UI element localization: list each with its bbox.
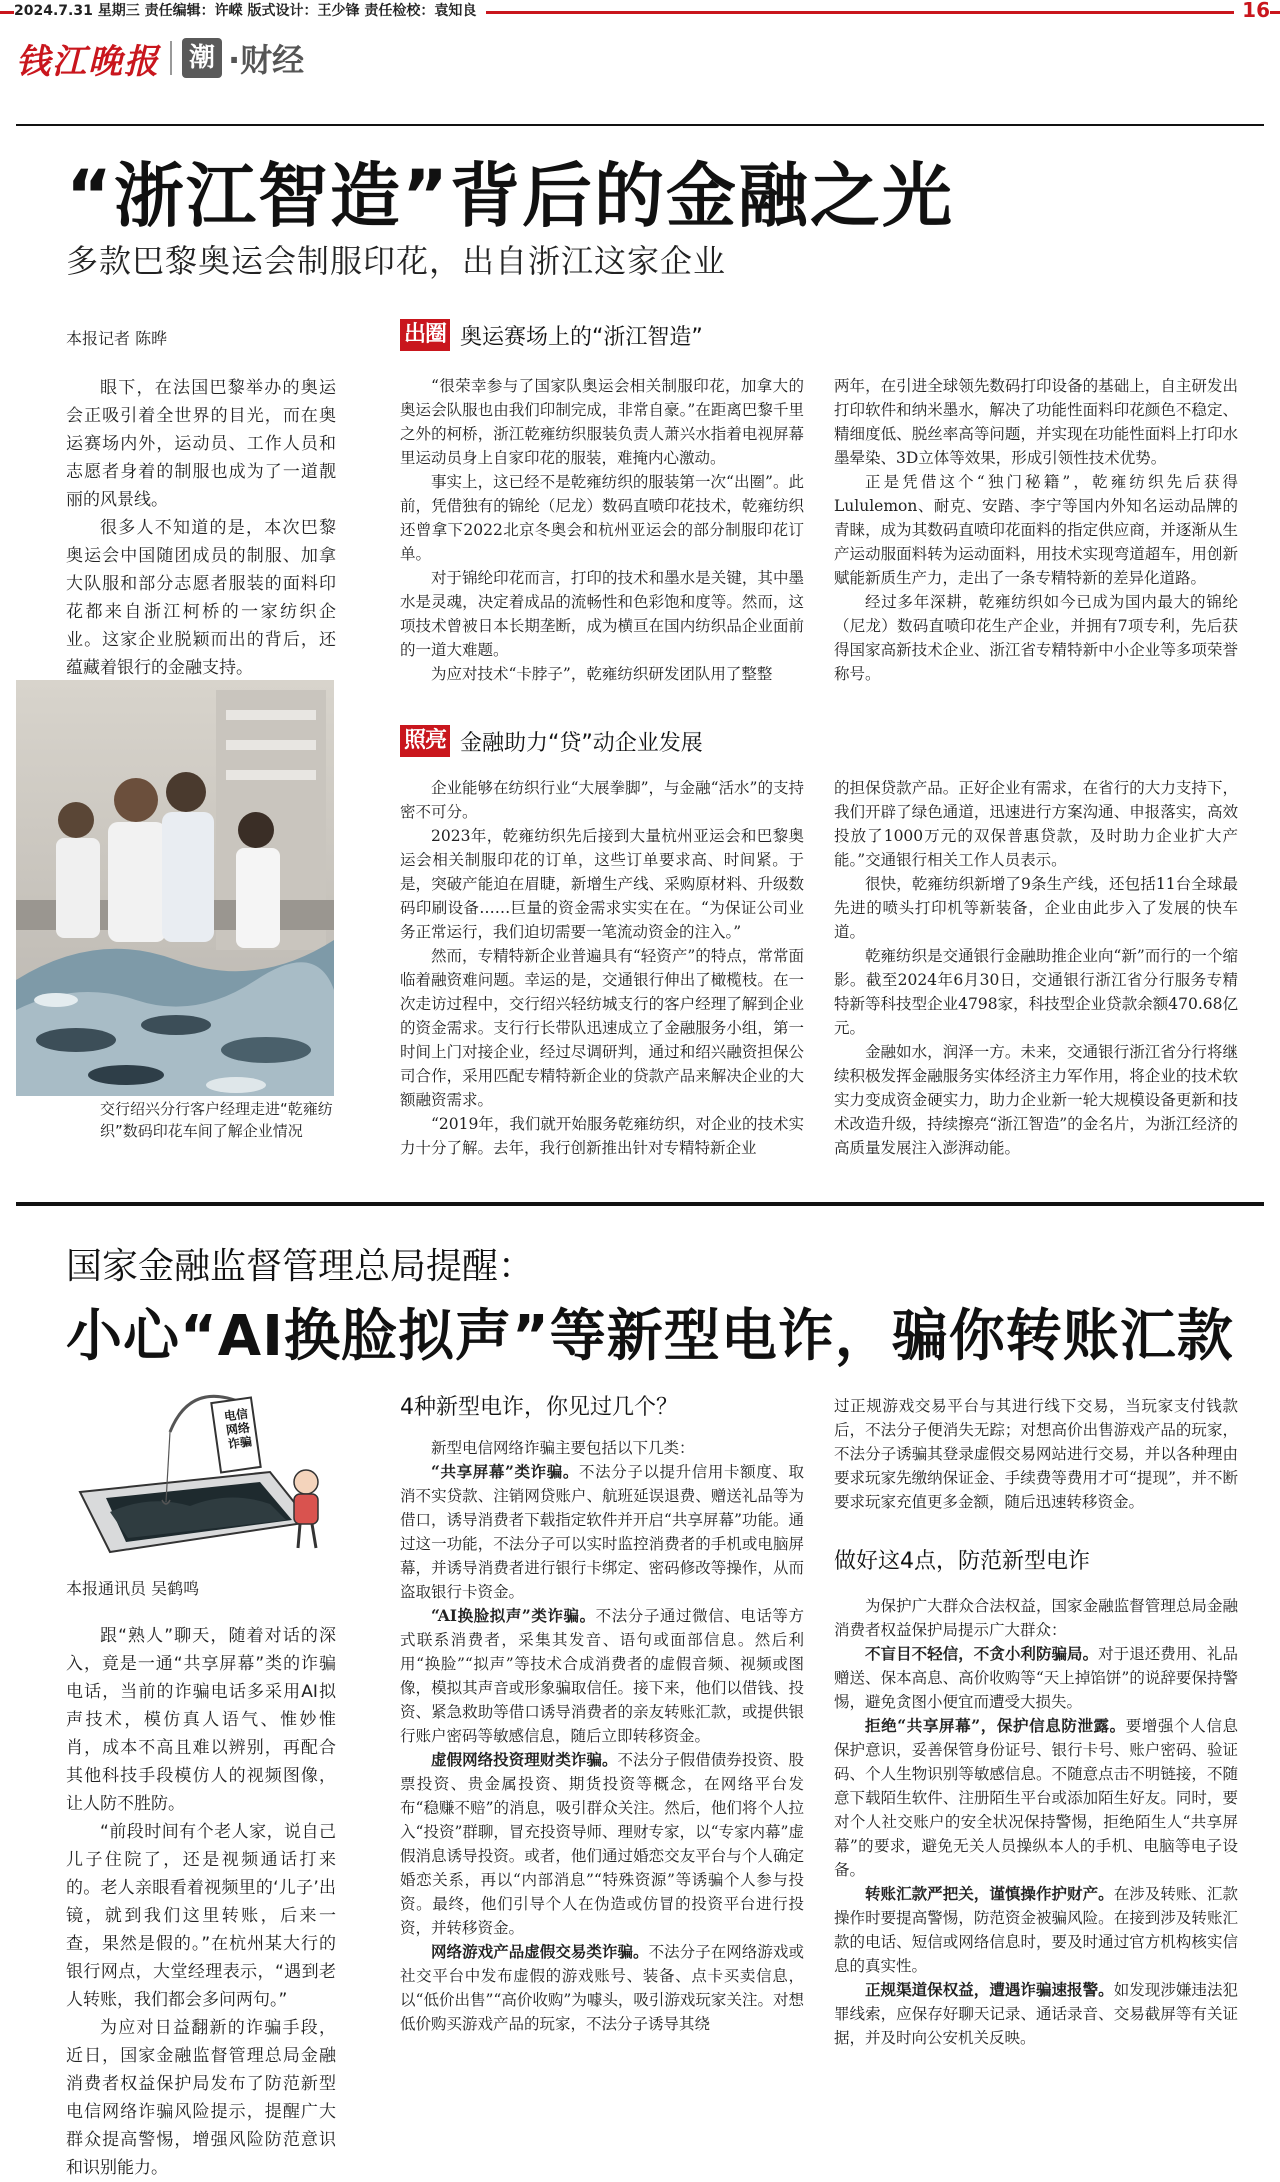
section-title: 金融助力“贷”动企业发展 bbox=[460, 730, 703, 756]
article1-section2-col-b bbox=[834, 776, 1238, 1160]
body-paragraph: 金融如水，润泽一方。未来，交通银行浙江省分行将继续积极发挥金融服务实体经济主力军作用，将企业的技术软实力变成资金硬实力，助力企业新一轮大规模设备更新和技术改造升级，持续擦亮“浙江智造”的金名片，为浙江经济的高质量发展注入澎湃动能。 bbox=[834, 1043, 1238, 1157]
body-paragraph: 正是凭借这个“独门秘籍”，乾雍纺织先后获得Lululemon、耐克、安踏、李宁等国内外知名运动品牌的青睐，成为其数码直喷印花面料的指定供应商，并逐渐从生产运动服面料转为运动面料，用技术实现弯道超车，用创新赋能新质生产力，走出了一条专精特新的差异化道路。 bbox=[834, 473, 1238, 587]
section-tag: 照亮 bbox=[400, 725, 450, 757]
paragraph-lead-bold: 正规渠道保权益，遭遇诈骗速报警。 bbox=[865, 1980, 1114, 1999]
article2-section2-title: 做好这4点，防范新型电诈 bbox=[834, 1549, 1090, 1574]
top-bar bbox=[0, 0, 1280, 24]
body-paragraph: “2019年，我们就开始服务乾雍纺织，对企业的技术实力十分了解。去年，我行创新推出针对专精特新企业 bbox=[400, 1115, 804, 1157]
page-number: 16 bbox=[1234, 0, 1270, 22]
phone-fishing-cartoon bbox=[70, 1382, 340, 1562]
body-paragraph: 的担保贷款产品。正好企业有需求，在省行的大力支持下，我们开辟了绿色通道，迅速进行方案沟通、申报落实，高效投放了1000万元的双保普惠贷款，及时助力企业扩大产能。”交通银行相关工作人员表示。 bbox=[834, 779, 1238, 869]
paragraph-text: 新型电信网络诈骗主要包括以下几类： bbox=[431, 1439, 695, 1457]
photo-caption: 交行绍兴分行客户经理走进“乾雍纺织”数码印花车间了解企业情况 bbox=[100, 1100, 333, 1140]
body-paragraph bbox=[400, 1460, 804, 1604]
section-tag: 出圈 bbox=[400, 319, 450, 351]
paragraph-text: 如发现涉嫌违法犯罪线索，应保存好聊天记录、通话录音、交易截屏等有关证据，并及时向公安机关反映。 bbox=[834, 1981, 1238, 2047]
body-paragraph: 2023年，乾雍纺织先后接到大量杭州亚运会和巴黎奥运会相关制服印花的订单，这些订单要求高、时间紧。于是，突破产能迫在眉睫，新增生产线、采购原材料、升级数码印刷设备……巨量的资金需求实实在在。“为保证公司业务正常运行，我们迫切需要一笔流动资金的注入。” bbox=[400, 827, 804, 941]
article1-byline: 本报记者 陈晔 bbox=[66, 329, 168, 348]
article1-section1-col-a bbox=[400, 374, 804, 686]
body-paragraph: “很荣幸参与了国家队奥运会相关制服印花，加拿大的奥运会队服也由我们印制完成，非常自豪。”在距离巴黎千里之外的柯桥，浙江乾雍纺织服装负责人萧兴水指着电视屏幕里运动员身上自家印花的服装，难掩内心激动。 bbox=[400, 377, 804, 467]
lead-paragraph: 眼下，在法国巴黎举办的奥运会正吸引着全世界的目光，而在奥运赛场内外，运动员、工作人员和志愿者身着的制服也成为了一道靓丽的风景线。 bbox=[66, 378, 336, 510]
brand-logo: 潮 bbox=[182, 38, 222, 78]
top-divider bbox=[16, 124, 1264, 126]
factory-photo-illustration bbox=[16, 680, 334, 1096]
paragraph-lead-bold: 不盲目不轻信，不贪小利防骗局。 bbox=[865, 1644, 1099, 1663]
paragraph-text: 为保护广大群众合法权益，国家金融监督管理总局金融消费者权益保护局提示广大群众： bbox=[834, 1597, 1238, 1639]
body-paragraph: 两年，在引进全球领先数码打印设备的基础上，自主研发出打印软件和纳米墨水，解决了功能性面料印花颜色不稳定、精细度低、脱丝率高等问题，并实现在功能性面料上打印水墨晕染、3D立体等效果，形成引领性技术优势。 bbox=[834, 377, 1238, 467]
lead-paragraph: 很多人不知道的是，本次巴黎奥运会中国随团成员的制服、加拿大队服和部分志愿者服装的面料印花都来自浙江柯桥的一家纺织企业。这家企业脱颖而出的背后，还蕴藏着银行的金融支持。 bbox=[66, 518, 336, 678]
masthead bbox=[16, 36, 304, 80]
body-paragraph bbox=[400, 1748, 804, 1940]
body-paragraph bbox=[400, 1940, 804, 2036]
body-paragraph bbox=[400, 1436, 804, 1460]
article2-headline: 小心“AI换脸拟声”等新型电诈，骗你转账汇款 bbox=[66, 1304, 1234, 1369]
body-paragraph: 过正规游戏交易平台与其进行线下交易，当玩家支付钱款后，不法分子便消失无踪；对想高价出售游戏产品的玩家，不法分子诱骗其登录虚假交易网站进行交易，并以各种理由要求玩家先缴纳保证金、手续费等费用才可“提现”，并不断要求玩家充值更多金额，随后迅速转移资金。 bbox=[834, 1397, 1238, 1511]
fraud-cartoon bbox=[70, 1382, 340, 1562]
paragraph-text: 在涉及转账、汇款操作时要提高警惕，防范资金被骗风险。在接到涉及转账汇款的电话、短信或网络信息时，要及时通过官方机构核实信息的真实性。 bbox=[834, 1885, 1238, 1975]
body-paragraph bbox=[834, 1882, 1238, 1978]
article1-section1-col-b bbox=[834, 374, 1238, 686]
article2-section1-title: 4种新型电诈，你见过几个？ bbox=[400, 1395, 678, 1420]
body-paragraph: 企业能够在纺织行业“大展拳脚”，与金融“活水”的支持密不可分。 bbox=[400, 779, 804, 821]
body-paragraph bbox=[834, 1642, 1238, 1714]
body-paragraph: 很快，乾雍纺织新增了9条生产线，还包括11台全球最先进的喷头打印机等新装备，企业由此步入了发展的快车道。 bbox=[834, 875, 1238, 941]
body-paragraph bbox=[834, 1978, 1238, 2050]
article2-byline: 本报通讯员 吴鹤鸣 bbox=[66, 1579, 200, 1598]
body-paragraph bbox=[834, 1714, 1238, 1882]
body-paragraph: 乾雍纺织是交通银行金融助推企业向“新”而行的一个缩影。截至2024年6月30日，交通银行浙江省分行服务专精特新等科技型企业4798家，科技型企业贷款余额470.68亿元。 bbox=[834, 947, 1238, 1037]
article1-lead bbox=[66, 374, 336, 682]
cartoon-sign-label: 电信网络诈骗 bbox=[223, 1406, 253, 1452]
masthead-divider bbox=[170, 41, 172, 75]
paragraph-lead-bold: “AI换脸拟声”类诈骗。 bbox=[431, 1606, 596, 1625]
article2-lead bbox=[66, 1622, 336, 2182]
article2-col-b bbox=[834, 1594, 1238, 2050]
section-title: 奥运赛场上的“浙江智造” bbox=[460, 324, 703, 350]
lead-paragraph: 跟“熟人”聊天，随着对话的深入，竟是一通“共享屏幕”类的诈骗电话，当前的诈骗电话多采用AI拟声技术，模仿真人语气、惟妙惟肖，成本不高且难以辨别，再配合其他科技手段模仿人的视频图像，让人防不胜防。 bbox=[66, 1626, 336, 1814]
body-paragraph: 为应对技术“卡脖子”，乾雍纺织研发团队用了整整 bbox=[431, 665, 773, 683]
paper-logo: 钱江晚报 bbox=[16, 41, 160, 82]
paragraph-lead-bold: 虚假网络投资理财类诈骗。 bbox=[431, 1750, 618, 1769]
section-name: ·财经 bbox=[228, 41, 305, 79]
paragraph-text: 不法分子在网络游戏或社交平台中发布虚假的游戏账号、装备、点卡买卖信息，以“低价出售”“高价收购”为噱头，吸引游戏玩家关注。对想低价购买游戏产品的玩家，不法分子诱导其绕 bbox=[400, 1943, 804, 2033]
section-header-chuquan bbox=[400, 318, 703, 352]
body-paragraph bbox=[400, 1604, 804, 1748]
article1-headline: “浙江智造”背后的金融之光 bbox=[66, 155, 955, 237]
paragraph-text: 对于退还费用、礼品赠送、保本高息、高价收购等“天上掉馅饼”的说辞要保持警惕，避免贪图小便宜而遭受大损失。 bbox=[834, 1645, 1238, 1711]
paragraph-text: 不法分子通过微信、电话等方式联系消费者，采集其发音、语句或面部信息。然后利用“换脸”“拟声”等技术合成消费者的虚假音频、视频或图像，模拟其声音或形象骗取信任。接下来，他们以借钱、投资、紧急救助等借口诱导消费者的亲友转账汇款，或提供银行账户密码等敏感信息，随后立即转移资金。 bbox=[400, 1607, 804, 1745]
paragraph-lead-bold: “共享屏幕”类诈骗。 bbox=[431, 1462, 579, 1481]
section-header-zhaoliang bbox=[400, 724, 703, 758]
issue-info: 2024.7.31 星期三 责任编辑：许嵘 版式设计：王少锋 责任检校：袁知良 bbox=[14, 0, 486, 22]
article-divider bbox=[16, 1202, 1264, 1206]
paragraph-text: 不法分子假借债券投资、股票投资、贵金属投资、期货投资等概念，在网络平台发布“稳赚不赔”的消息，吸引群众关注。然后，他们将个人拉入“投资”群聊，冒充投资导师、理财专家，以“专家内幕”虚假消息诱导投资。或者，他们通过婚恋交友平台与个人确定婚恋关系，再以“内部消息”“特殊资源”等诱骗个人参与投资。最终，他们引导个人在伪造或仿冒的投资平台进行投资，并转移资金。 bbox=[400, 1751, 804, 1937]
article1-photo bbox=[16, 680, 334, 1096]
paragraph-lead-bold: 网络游戏产品虚假交易类诈骗。 bbox=[431, 1942, 649, 1961]
paragraph-text: 要增强个人信息保护意识，妥善保管身份证号、银行卡号、账户密码、验证码、个人生物识别等敏感信息。不随意点击不明链接，不随意下载陌生软件、注册陌生平台或添加陌生好友。同时，要对个人社交账户的安全状况保持警惕，拒绝陌生人“共享屏幕”的要求，避免无关人员操纵本人的手机、电脑等电子设备。 bbox=[834, 1717, 1238, 1879]
body-paragraph: 然而，专精特新企业普遍具有“轻资产”的特点，常常面临着融资难问题。幸运的是，交通银行伸出了橄榄枝。在一次走访过程中，交行绍兴轻纺城支行的客户经理了解到企业的资金需求。支行行长带队迅速成立了金融服务小组，第一时间上门对接企业，经过尽调研判，通过和绍兴融资担保公司合作，采用匹配专精特新企业的贷款产品来解决企业的大额融资需求。 bbox=[400, 947, 804, 1109]
body-paragraph: 事实上，这已经不是乾雍纺织的服装第一次“出圈”。此前，凭借独有的锦纶（尼龙）数码直喷印花技术，乾雍纺织还曾拿下2022北京冬奥会和杭州亚运会的部分制服印花订单。 bbox=[400, 473, 804, 563]
body-paragraph: 对于锦纶印花而言，打印的技术和墨水是关键，其中墨水是灵魂，决定着成品的流畅性和色彩饱和度等。然而，这项技术曾被日本长期垄断，成为横亘在国内纺织品企业面前的一道大难题。 bbox=[400, 569, 804, 659]
lead-paragraph: 为应对日益翻新的诈骗手段，近日，国家金融监督管理总局金融消费者权益保护局发布了防范新型电信网络诈骗风险提示，提醒广大群众提高警惕，增强风险防范意识和识别能力。 bbox=[66, 2018, 336, 2178]
article2-kicker: 国家金融监督管理总局提醒： bbox=[66, 1246, 535, 1287]
article1-subheadline: 多款巴黎奥运会制服印花，出自浙江这家企业 bbox=[66, 242, 727, 280]
paragraph-lead-bold: 转账汇款严把关，谨慎操作护财产。 bbox=[865, 1884, 1114, 1903]
paragraph-lead-bold: 拒绝“共享屏幕”，保护信息防泄露。 bbox=[865, 1716, 1126, 1735]
article2-col-b-intro bbox=[834, 1394, 1238, 1514]
body-paragraph: 经过多年深耕，乾雍纺织如今已成为国内最大的锦纶（尼龙）数码直喷印花生产企业，并拥有7项专利，先后获得国家高新技术企业、浙江省专精特新中小企业等多项荣誉称号。 bbox=[834, 593, 1238, 683]
article2-col-a bbox=[400, 1436, 804, 2036]
body-paragraph bbox=[834, 1594, 1238, 1642]
article1-section2-col-a bbox=[400, 776, 804, 1160]
lead-paragraph: “前段时间有个老人家，说自己儿子住院了，还是视频通话打来的。老人亲眼看着视频里的‘儿子’出镜，就到我们这里转账，后来一查，果然是假的。”在杭州某大行的银行网点，大堂经理表示，“遇到老人转账，我们都会多问两句。” bbox=[66, 1822, 336, 2010]
paragraph-text: 不法分子以提升信用卡额度、取消不实贷款、注销网贷账户、航班延误退费、赠送礼品等为借口，诱导消费者下载指定软件并开启“共享屏幕”功能。通过这一功能，不法分子可以实时监控消费者的手机或电脑屏幕，并诱导消费者进行银行卡绑定、密码修改等操作，从而盗取银行卡资金。 bbox=[400, 1463, 804, 1601]
